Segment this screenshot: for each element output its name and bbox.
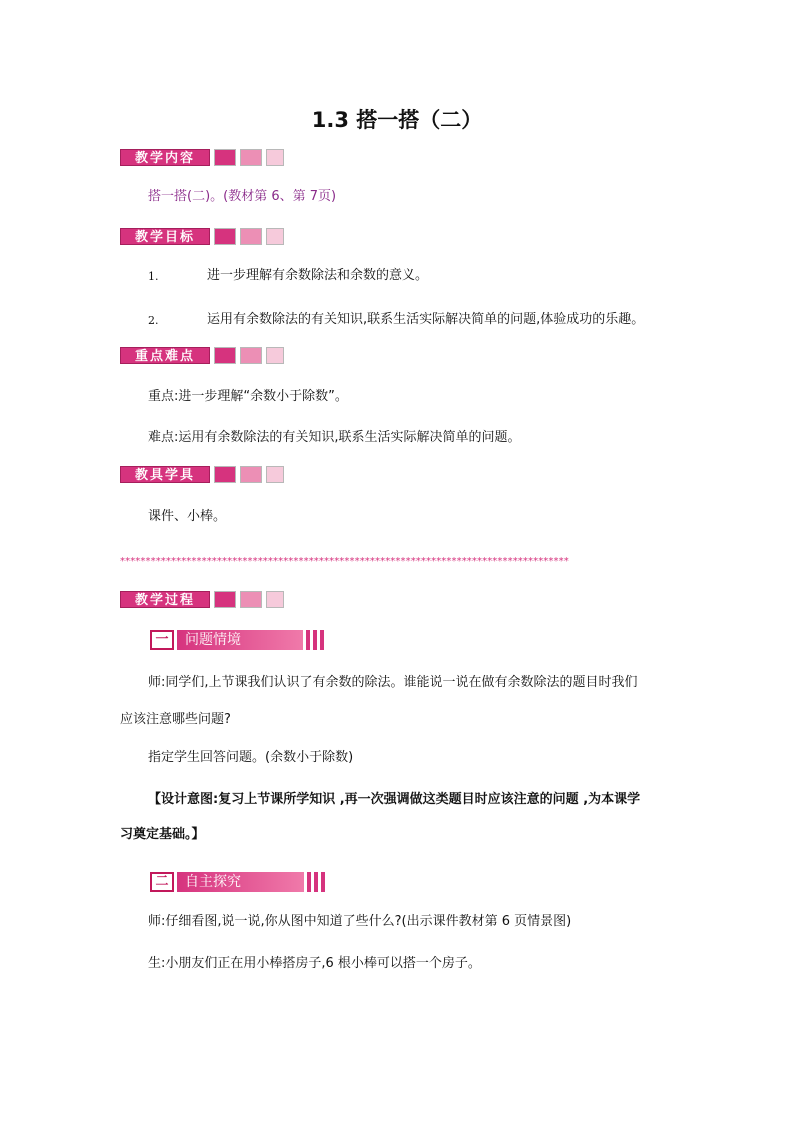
paragraph: 应该注意哪些问题? [120,712,231,727]
decor-square [266,591,284,608]
decor-square [214,591,236,608]
section-header-key-points [120,347,284,364]
decor-square [214,466,236,483]
decor-square [266,228,284,245]
section-header-process [120,591,284,608]
section-header-goals [120,228,284,245]
section-label: 教学内容 [120,149,210,166]
decor-square [214,347,236,364]
paragraph: 师:同学们,上节课我们认识了有余数的除法。谁能说一说在做有余数除法的题目时我们 [148,675,638,690]
goal-number: 2. [148,314,159,327]
goal-number: 1. [148,270,159,283]
star-divider: **************************************************************************************** [120,556,569,567]
design-intent: 习奠定基础。】 [120,827,205,842]
section-header-tools [120,466,284,483]
decor-stripe [313,630,317,650]
section-label: 教具学具 [120,466,210,483]
difficult-point-text: 难点:运用有余数除法的有关知识,联系生活实际解决简单的问题。 [148,430,521,445]
decor-square [240,591,262,608]
subsection-header-step1 [150,630,324,650]
decor-square [266,466,284,483]
decor-stripe [306,630,310,650]
tools-text: 课件、小棒。 [148,509,227,524]
section-label: 重点难点 [120,347,210,364]
subsection-header-step2 [150,872,325,892]
subsection-number: 二 [150,872,174,892]
decor-stripe [321,872,325,892]
section-header-content [120,149,284,166]
subsection-title: 问题情境 [177,630,303,650]
key-point-text: 重点:进一步理解“余数小于除数”。 [148,389,348,404]
content-text: 搭一搭(二)。(教材第 6、第 7页) [148,189,337,204]
decor-square [266,347,284,364]
design-intent: 【设计意图:复习上节课所学知识 ,再一次强调做这类题目时应该注意的问题 ,为本课学 [148,792,641,807]
goal-text: 进一步理解有余数除法和余数的意义。 [207,268,429,283]
decor-square [214,228,236,245]
subsection-number: 一 [150,630,174,650]
paragraph: 指定学生回答问题。(余数小于除数) [148,750,354,765]
paragraph: 师:仔细看图,说一说,你从图中知道了些什么?(出示课件教材第 6 页情景图) [148,914,572,929]
decor-square [240,466,262,483]
decor-square [214,149,236,166]
subsection-title: 自主探究 [177,872,304,892]
paragraph: 生:小朋友们正在用小棒搭房子,6 根小棒可以搭一个房子。 [148,956,481,971]
decor-square [240,149,262,166]
goal-text: 运用有余数除法的有关知识,联系生活实际解决简单的问题,体验成功的乐趣。 [207,312,645,327]
decor-stripe [314,872,318,892]
decor-stripe [307,872,311,892]
section-label: 教学过程 [120,591,210,608]
decor-square [240,347,262,364]
decor-stripe [320,630,324,650]
section-label: 教学目标 [120,228,210,245]
decor-square [266,149,284,166]
page-title: 1.3 搭一搭（二） [311,108,483,132]
decor-square [240,228,262,245]
